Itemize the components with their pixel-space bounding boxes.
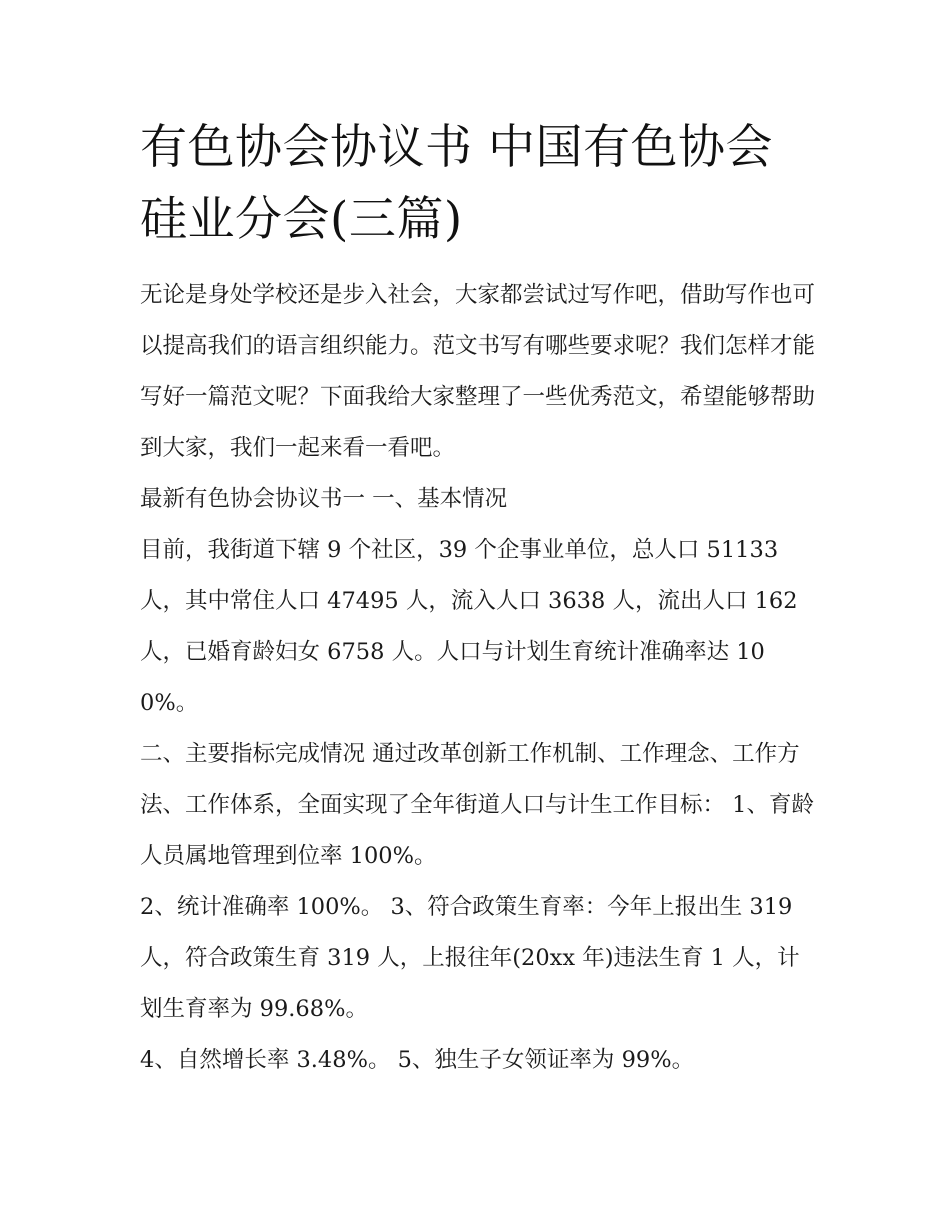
document-page [140,112,820,1086]
paragraph-section-heading: 最新有色协会协议书一 一、基本情况 [140,486,508,512]
paragraph-growth-rate: 4、自然增长率 3.48%。 5、独生子女领证率为 99%。 [140,1047,695,1073]
paragraph-main-indicators: 二、主要指标完成情况 通过改革创新工作机制、工作理念、工作方法、工作体系，全面实现了全年街道人口与计生工作目标： 1、育龄人员属地管理到位率 100%。 [140,741,814,869]
paragraph-intro: 无论是身处学校还是步入社会，大家都尝试过写作吧，借助写作也可以提高我们的语言组织能力。范文书写有哪些要求呢？我们怎样才能写好一篇范文呢？下面我给大家整理了一些优秀范文，希望能够帮助到大家，我们一起来看一看吧。 [140,282,816,461]
document-title: 有色协会协议书 中国有色协会硅业分会(三篇) [140,120,773,247]
paragraph-statistics: 2、统计准确率 100%。 3、符合政策生育率：今年上报出生 319 人，符合政策生育 319 人，上报往年(20xx 年)违法生育 1 人，计划生育率为 99.68%。 [140,894,800,1022]
paragraph-basic-situation: 目前，我街道下辖 9 个社区，39 个企事业单位，总人口 51133 人，其中常住人口 47495 人，流入人口 3638 人，流出人口 162 人，已婚育龄妇女 6758 人。人口与计划生育统计准确率达 100%。 [140,537,798,716]
